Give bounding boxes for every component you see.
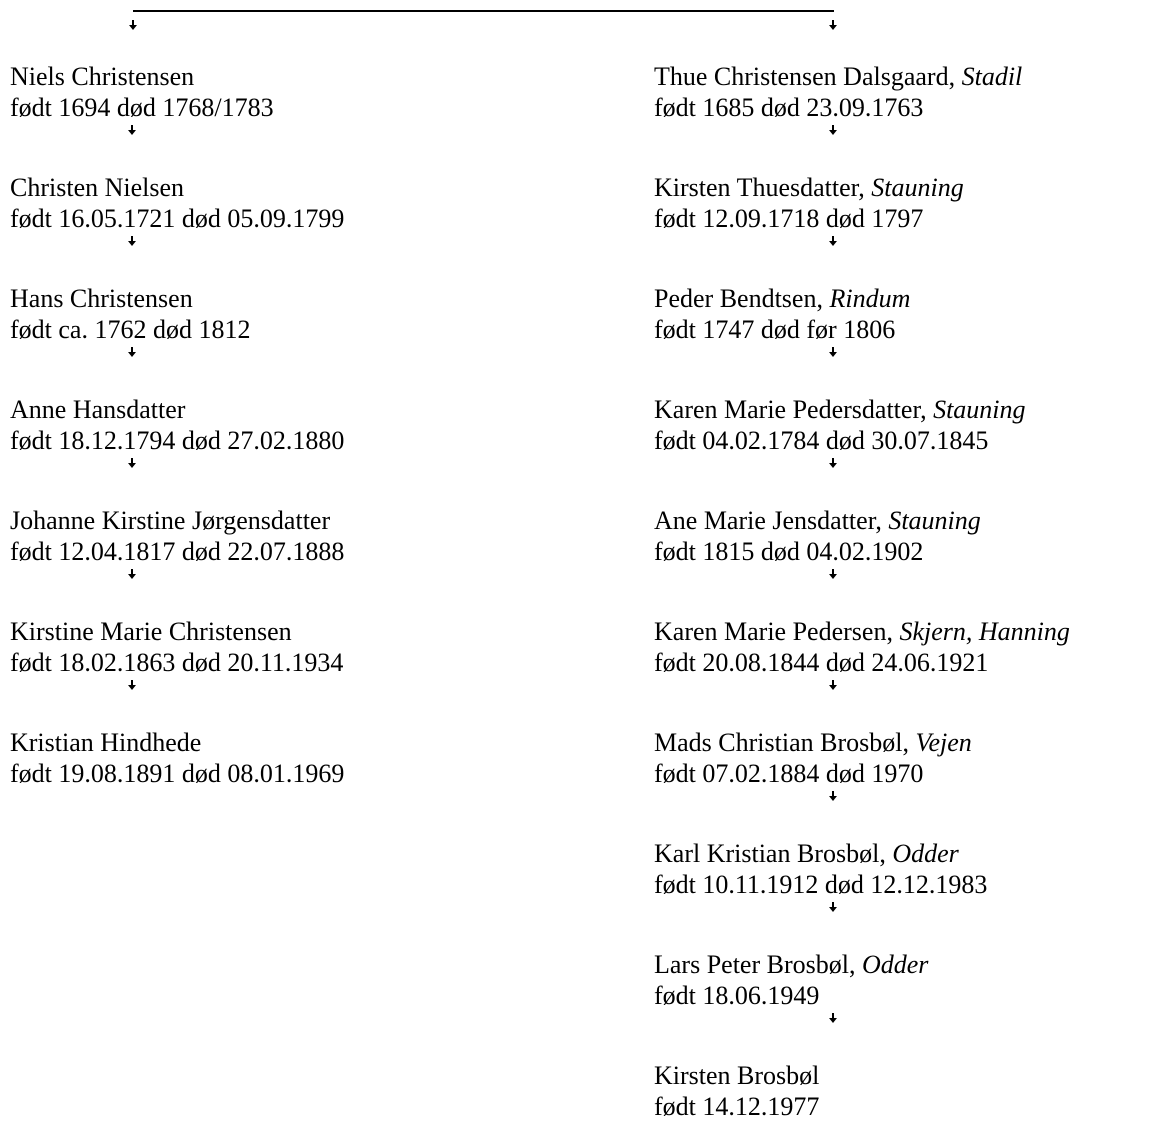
person-name: Christen Nielsen [10, 173, 185, 202]
person-name: Mads Christian Brosbøl [654, 728, 903, 757]
separator: , [879, 839, 893, 868]
person-dates: født 1685 død 23.09.1763 [654, 93, 924, 122]
separator: , [875, 506, 889, 535]
person-dates: født 18.02.1863 død 20.11.1934 [10, 648, 344, 677]
down-arrow-icon [829, 791, 837, 801]
person-entry [10, 394, 344, 456]
person-entry [654, 838, 987, 900]
person-dates: født 12.09.1718 død 1797 [654, 204, 924, 233]
person-name: Anne Hansdatter [10, 395, 186, 424]
person-name: Niels Christensen [10, 62, 195, 91]
down-arrow-icon [128, 680, 136, 690]
person-dates: født 12.04.1817 død 22.07.1888 [10, 537, 345, 566]
separator: , [948, 62, 962, 91]
person-entry [654, 172, 964, 234]
down-arrow-icon [829, 125, 837, 135]
person-name-line [654, 949, 928, 980]
person-entry [654, 727, 972, 789]
person-place: Rindum [829, 284, 911, 313]
person-name: Kirsten Brosbøl [654, 1061, 820, 1090]
person-name-line [654, 1060, 819, 1091]
person-place: Stauning [871, 173, 964, 202]
person-entry [10, 727, 344, 789]
person-place: Stauning [888, 506, 981, 535]
person-dates: født 20.08.1844 død 24.06.1921 [654, 648, 989, 677]
connector-line [133, 10, 834, 12]
person-name: Lars Peter Brosbøl [654, 950, 849, 979]
person-name-line [654, 61, 1022, 92]
person-entry [10, 283, 250, 345]
person-name: Karen Marie Pedersdatter [654, 395, 921, 424]
person-name: Hans Christensen [10, 284, 193, 313]
person-name-line [10, 616, 343, 647]
person-place: Odder [892, 839, 959, 868]
down-arrow-icon [829, 902, 837, 912]
person-name: Peder Bendtsen [654, 284, 817, 313]
person-name: Karl Kristian Brosbøl [654, 839, 880, 868]
person-entry [10, 616, 343, 678]
person-name-line [10, 61, 274, 92]
person-name-line [654, 505, 981, 536]
person-name-line [10, 727, 344, 758]
person-name-line [654, 394, 1026, 425]
person-name: Johanne Kirstine Jørgensdatter [10, 506, 331, 535]
person-dates: født 04.02.1784 død 30.07.1845 [654, 426, 989, 455]
person-name-line [10, 172, 344, 203]
person-entry [654, 616, 1070, 678]
person-place: Stauning [933, 395, 1026, 424]
person-place: Stadil [961, 62, 1023, 91]
person-entry [654, 394, 1026, 456]
person-dates: født 1815 død 04.02.1902 [654, 537, 924, 566]
person-name: Ane Marie Jensdatter [654, 506, 876, 535]
person-name: Kirstine Marie Christensen [10, 617, 292, 646]
person-entry [10, 172, 344, 234]
person-name: Thue Christensen Dalsgaard [654, 62, 949, 91]
down-arrow-icon [829, 236, 837, 246]
person-name-line [654, 616, 1070, 647]
down-arrow-icon [829, 569, 837, 579]
person-dates: født 10.11.1912 død 12.12.1983 [654, 870, 988, 899]
down-arrow-icon [128, 458, 136, 468]
person-name-line [10, 505, 344, 536]
down-arrow-icon [128, 125, 136, 135]
person-name-line [10, 283, 250, 314]
down-arrow-icon [829, 1013, 837, 1023]
person-dates: født 1747 død før 1806 [654, 315, 896, 344]
person-name-line [654, 727, 972, 758]
down-arrow-icon [829, 680, 837, 690]
down-arrow-icon [829, 20, 837, 30]
person-place: Odder [861, 950, 929, 979]
person-entry [654, 283, 910, 345]
person-dates: født 18.12.1794 død 27.02.1880 [10, 426, 345, 455]
separator: , [858, 173, 872, 202]
person-name-line [654, 172, 964, 203]
down-arrow-icon [829, 347, 837, 357]
person-name-line [654, 838, 987, 869]
down-arrow-icon [128, 236, 136, 246]
person-place: Skjern, Hanning [899, 617, 1070, 646]
person-entry [10, 61, 274, 123]
separator: , [816, 284, 830, 313]
person-entry [10, 505, 344, 567]
down-arrow-icon [128, 347, 136, 357]
person-entry [654, 505, 981, 567]
separator: , [848, 950, 862, 979]
person-name-line [10, 394, 344, 425]
person-entry [654, 1060, 819, 1122]
person-dates: født 19.08.1891 død 08.01.1969 [10, 759, 345, 788]
person-name-line [654, 283, 910, 314]
person-dates: født 1694 død 1768/1783 [10, 93, 274, 122]
person-entry [654, 949, 928, 1011]
person-name: Kristian Hindhede [10, 728, 202, 757]
person-place: Vejen [915, 728, 972, 757]
person-dates: født 18.06.1949 [654, 981, 820, 1010]
person-dates: født 14.12.1977 [654, 1092, 820, 1121]
down-arrow-icon [829, 458, 837, 468]
person-entry [654, 61, 1022, 123]
person-dates: født 16.05.1721 død 05.09.1799 [10, 204, 345, 233]
down-arrow-icon [128, 569, 136, 579]
separator: , [886, 617, 900, 646]
person-name: Karen Marie Pedersen [654, 617, 887, 646]
person-dates: født 07.02.1884 død 1970 [654, 759, 924, 788]
separator: , [902, 728, 916, 757]
person-name: Kirsten Thuesdatter [654, 173, 859, 202]
person-dates: født ca. 1762 død 1812 [10, 315, 251, 344]
separator: , [920, 395, 934, 424]
down-arrow-icon [129, 20, 137, 30]
